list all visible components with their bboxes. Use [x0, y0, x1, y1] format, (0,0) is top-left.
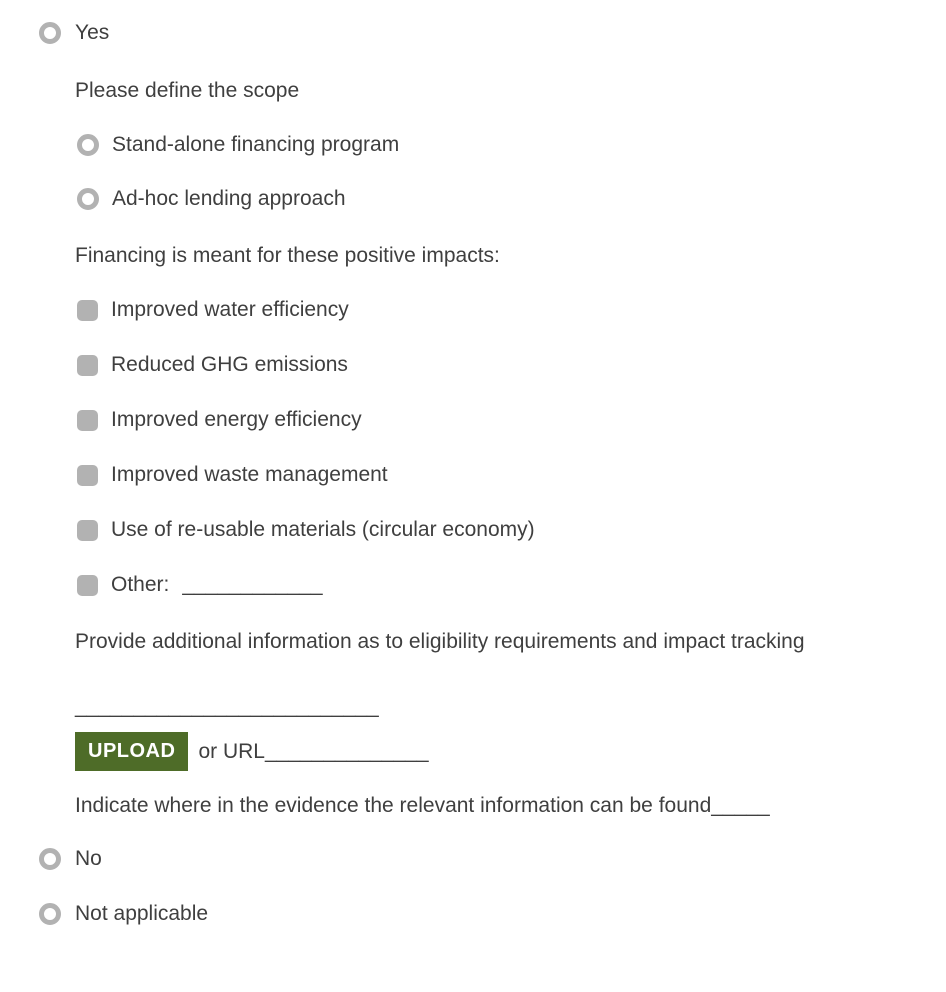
circular-economy-checkbox-label: Use of re-usable materials (circular economy)	[111, 518, 535, 541]
scope-prompt-text: Please define the scope	[75, 79, 300, 102]
no-radio-label: No	[75, 847, 102, 870]
checkbox-option-ghg-emissions[interactable]	[0, 351, 946, 379]
additional-info-prompt: Provide additional information as to eligibility requirements and impact tracking	[75, 630, 805, 653]
radio-option-stand-alone[interactable]	[0, 131, 946, 159]
ad-hoc-radio-button-icon[interactable]	[77, 188, 99, 210]
waste-management-checkbox-icon[interactable]	[77, 465, 98, 486]
not-applicable-radio-button-icon[interactable]	[39, 903, 61, 925]
yes-radio-label: Yes	[75, 21, 110, 44]
scope-prompt	[0, 77, 946, 105]
other-checkbox-icon[interactable]	[77, 575, 98, 596]
water-efficiency-checkbox-icon[interactable]	[77, 300, 98, 321]
ghg-emissions-checkbox-label: Reduced GHG emissions	[111, 353, 348, 376]
checkbox-option-water-efficiency[interactable]	[0, 296, 946, 324]
circular-economy-checkbox-icon[interactable]	[77, 520, 98, 541]
ghg-emissions-checkbox-icon[interactable]	[77, 355, 98, 376]
waste-management-checkbox-label: Improved waste management	[111, 463, 388, 486]
checkbox-option-waste-management[interactable]	[0, 461, 946, 489]
radio-option-ad-hoc[interactable]	[0, 185, 946, 213]
evidence-prompt-text: Indicate where in the evidence the relevant information can be found	[75, 794, 712, 817]
upload-row	[0, 732, 946, 771]
stand-alone-radio-label: Stand-alone financing program	[112, 133, 400, 156]
energy-efficiency-checkbox-icon[interactable]	[77, 410, 98, 431]
additional-info-answer-line[interactable]	[0, 693, 946, 721]
checkbox-option-energy-efficiency[interactable]	[0, 406, 946, 434]
radio-option-not-applicable[interactable]	[0, 900, 946, 928]
stand-alone-radio-button-icon[interactable]	[77, 134, 99, 156]
url-fill-in-blank[interactable]: ______________	[264, 739, 429, 763]
yes-radio-button-icon[interactable]	[39, 22, 61, 44]
ad-hoc-radio-label: Ad-hoc lending approach	[112, 187, 346, 210]
not-applicable-radio-label: Not applicable	[75, 902, 209, 925]
impacts-prompt-text: Financing is meant for these positive impacts:	[75, 244, 500, 267]
water-efficiency-checkbox-label: Improved water efficiency	[111, 298, 349, 321]
upload-button[interactable]: UPLOAD	[75, 732, 188, 771]
evidence-fill-in-blank[interactable]: _____	[711, 794, 770, 817]
no-radio-button-icon[interactable]	[39, 848, 61, 870]
impacts-prompt	[0, 242, 946, 270]
radio-option-no[interactable]	[0, 845, 946, 873]
checkbox-option-other[interactable]	[0, 571, 946, 599]
evidence-prompt	[0, 792, 946, 820]
checkbox-option-circular-economy[interactable]	[0, 516, 946, 544]
other-fill-in-blank[interactable]: ____________	[182, 573, 323, 596]
radio-option-yes[interactable]	[0, 19, 946, 47]
other-checkbox-label: Other:	[111, 573, 170, 596]
energy-efficiency-checkbox-label: Improved energy efficiency	[111, 408, 362, 431]
or-url-label: or URL	[198, 739, 265, 763]
additional-info-fill-in-blank[interactable]: __________________________	[75, 695, 379, 718]
